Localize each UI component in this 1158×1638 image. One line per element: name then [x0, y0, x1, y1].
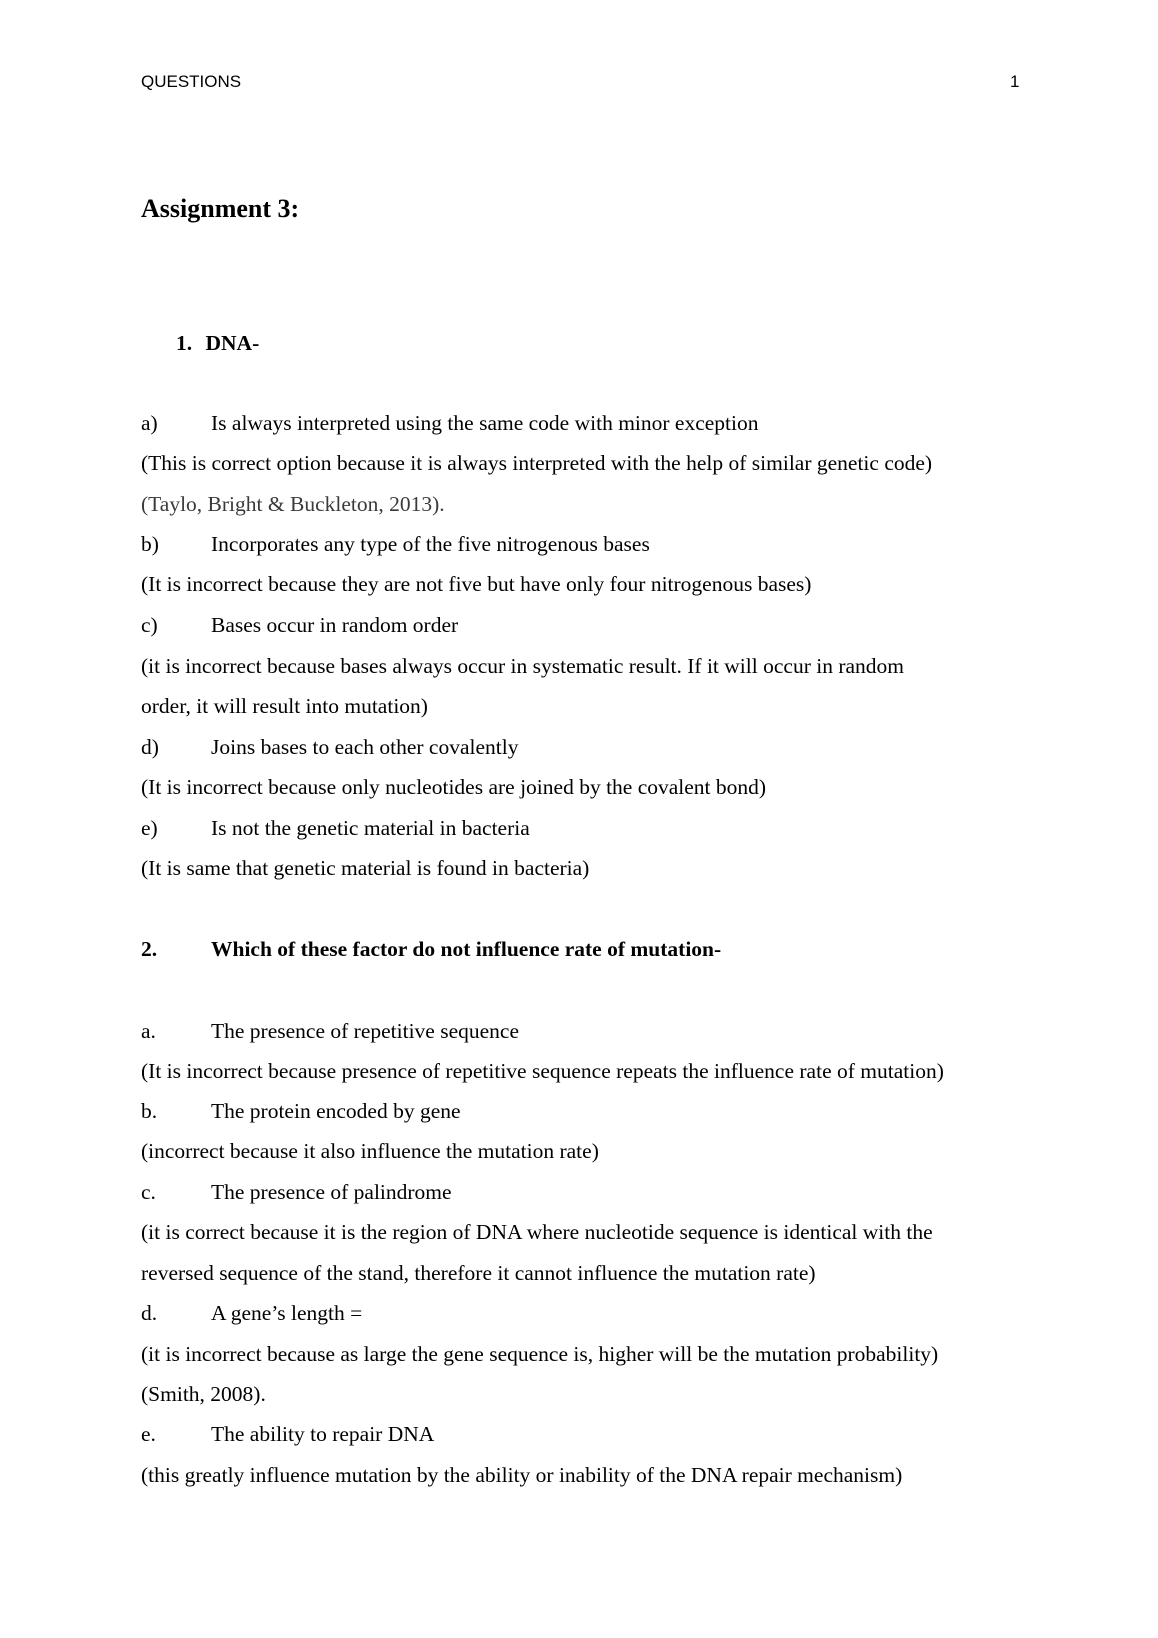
option-b	[141, 1098, 461, 1124]
option-text: The ability to repair DNA	[211, 1422, 435, 1446]
running-header: QUESTIONS	[141, 72, 242, 91]
option-b	[141, 531, 650, 557]
option-note: reversed sequence of the stand, therefore it cannot influence the mutation rate)	[141, 1261, 816, 1285]
option-label: e)	[141, 816, 158, 840]
option-text: Incorporates any type of the five nitrogenous bases	[211, 532, 650, 556]
option-label: d)	[141, 735, 159, 759]
question-2-heading	[141, 936, 721, 962]
option-text: The presence of palindrome	[211, 1180, 452, 1204]
option-text: A gene’s length =	[211, 1301, 363, 1325]
option-label: c.	[141, 1180, 156, 1204]
option-note: (it is correct because it is the region of DNA where nucleotide sequence is identical with the	[141, 1220, 933, 1244]
option-text: Bases occur in random order	[211, 613, 459, 637]
option-text: Is not the genetic material in bacteria	[211, 816, 530, 840]
option-e	[141, 815, 530, 841]
option-note: (incorrect because it also influence the mutation rate)	[141, 1139, 599, 1163]
option-note: (It is same that genetic material is found in bacteria)	[141, 856, 590, 880]
citation: (Taylo, Bright & Buckleton, 2013).	[141, 492, 445, 516]
option-note: (It is incorrect because they are not five but have only four nitrogenous bases)	[141, 572, 812, 596]
option-text: The protein encoded by gene	[211, 1099, 461, 1123]
option-label: a.	[141, 1019, 156, 1043]
option-d	[141, 1300, 362, 1326]
option-label: e.	[141, 1422, 156, 1446]
page-number: 1	[1010, 72, 1020, 91]
option-label: b)	[141, 532, 159, 556]
option-text: Joins bases to each other covalently	[211, 735, 519, 759]
option-label: d.	[141, 1301, 158, 1325]
option-note: (It is incorrect because only nucleotides are joined by the covalent bond)	[141, 775, 767, 799]
option-note: order, it will result into mutation)	[141, 694, 428, 718]
option-note: (it is incorrect because as large the gene sequence is, higher will be the mutation probability)	[141, 1342, 939, 1366]
option-note: (It is incorrect because presence of repetitive sequence repeats the influence rate of mutation)	[141, 1059, 944, 1083]
option-note: (This is correct option because it is always interpreted with the help of similar genetic code)	[141, 451, 933, 475]
question-number: 1.	[176, 331, 193, 355]
question-title: DNA-	[205, 331, 260, 355]
option-text: The presence of repetitive sequence	[211, 1019, 520, 1043]
option-note: (this greatly influence mutation by the ability or inability of the DNA repair mechanism)	[141, 1463, 903, 1487]
option-c	[141, 1179, 452, 1205]
option-d	[141, 734, 518, 760]
option-e	[141, 1421, 434, 1447]
option-c	[141, 612, 458, 638]
option-label: b.	[141, 1099, 158, 1123]
question-title: Which of these factor do not influence rate of mutation-	[211, 937, 722, 961]
option-text: Is always interpreted using the same code with minor exception	[211, 411, 759, 435]
option-label: c)	[141, 613, 158, 637]
option-a	[141, 410, 759, 436]
option-a	[141, 1018, 519, 1044]
document-title: Assignment 3:	[141, 194, 300, 223]
option-label: a)	[141, 411, 158, 435]
option-note: (it is incorrect because bases always occur in systematic result. If it will occur in random	[141, 654, 904, 678]
question-number: 2.	[141, 937, 158, 961]
question-1-heading	[176, 330, 259, 356]
citation: (Smith, 2008).	[141, 1382, 266, 1406]
